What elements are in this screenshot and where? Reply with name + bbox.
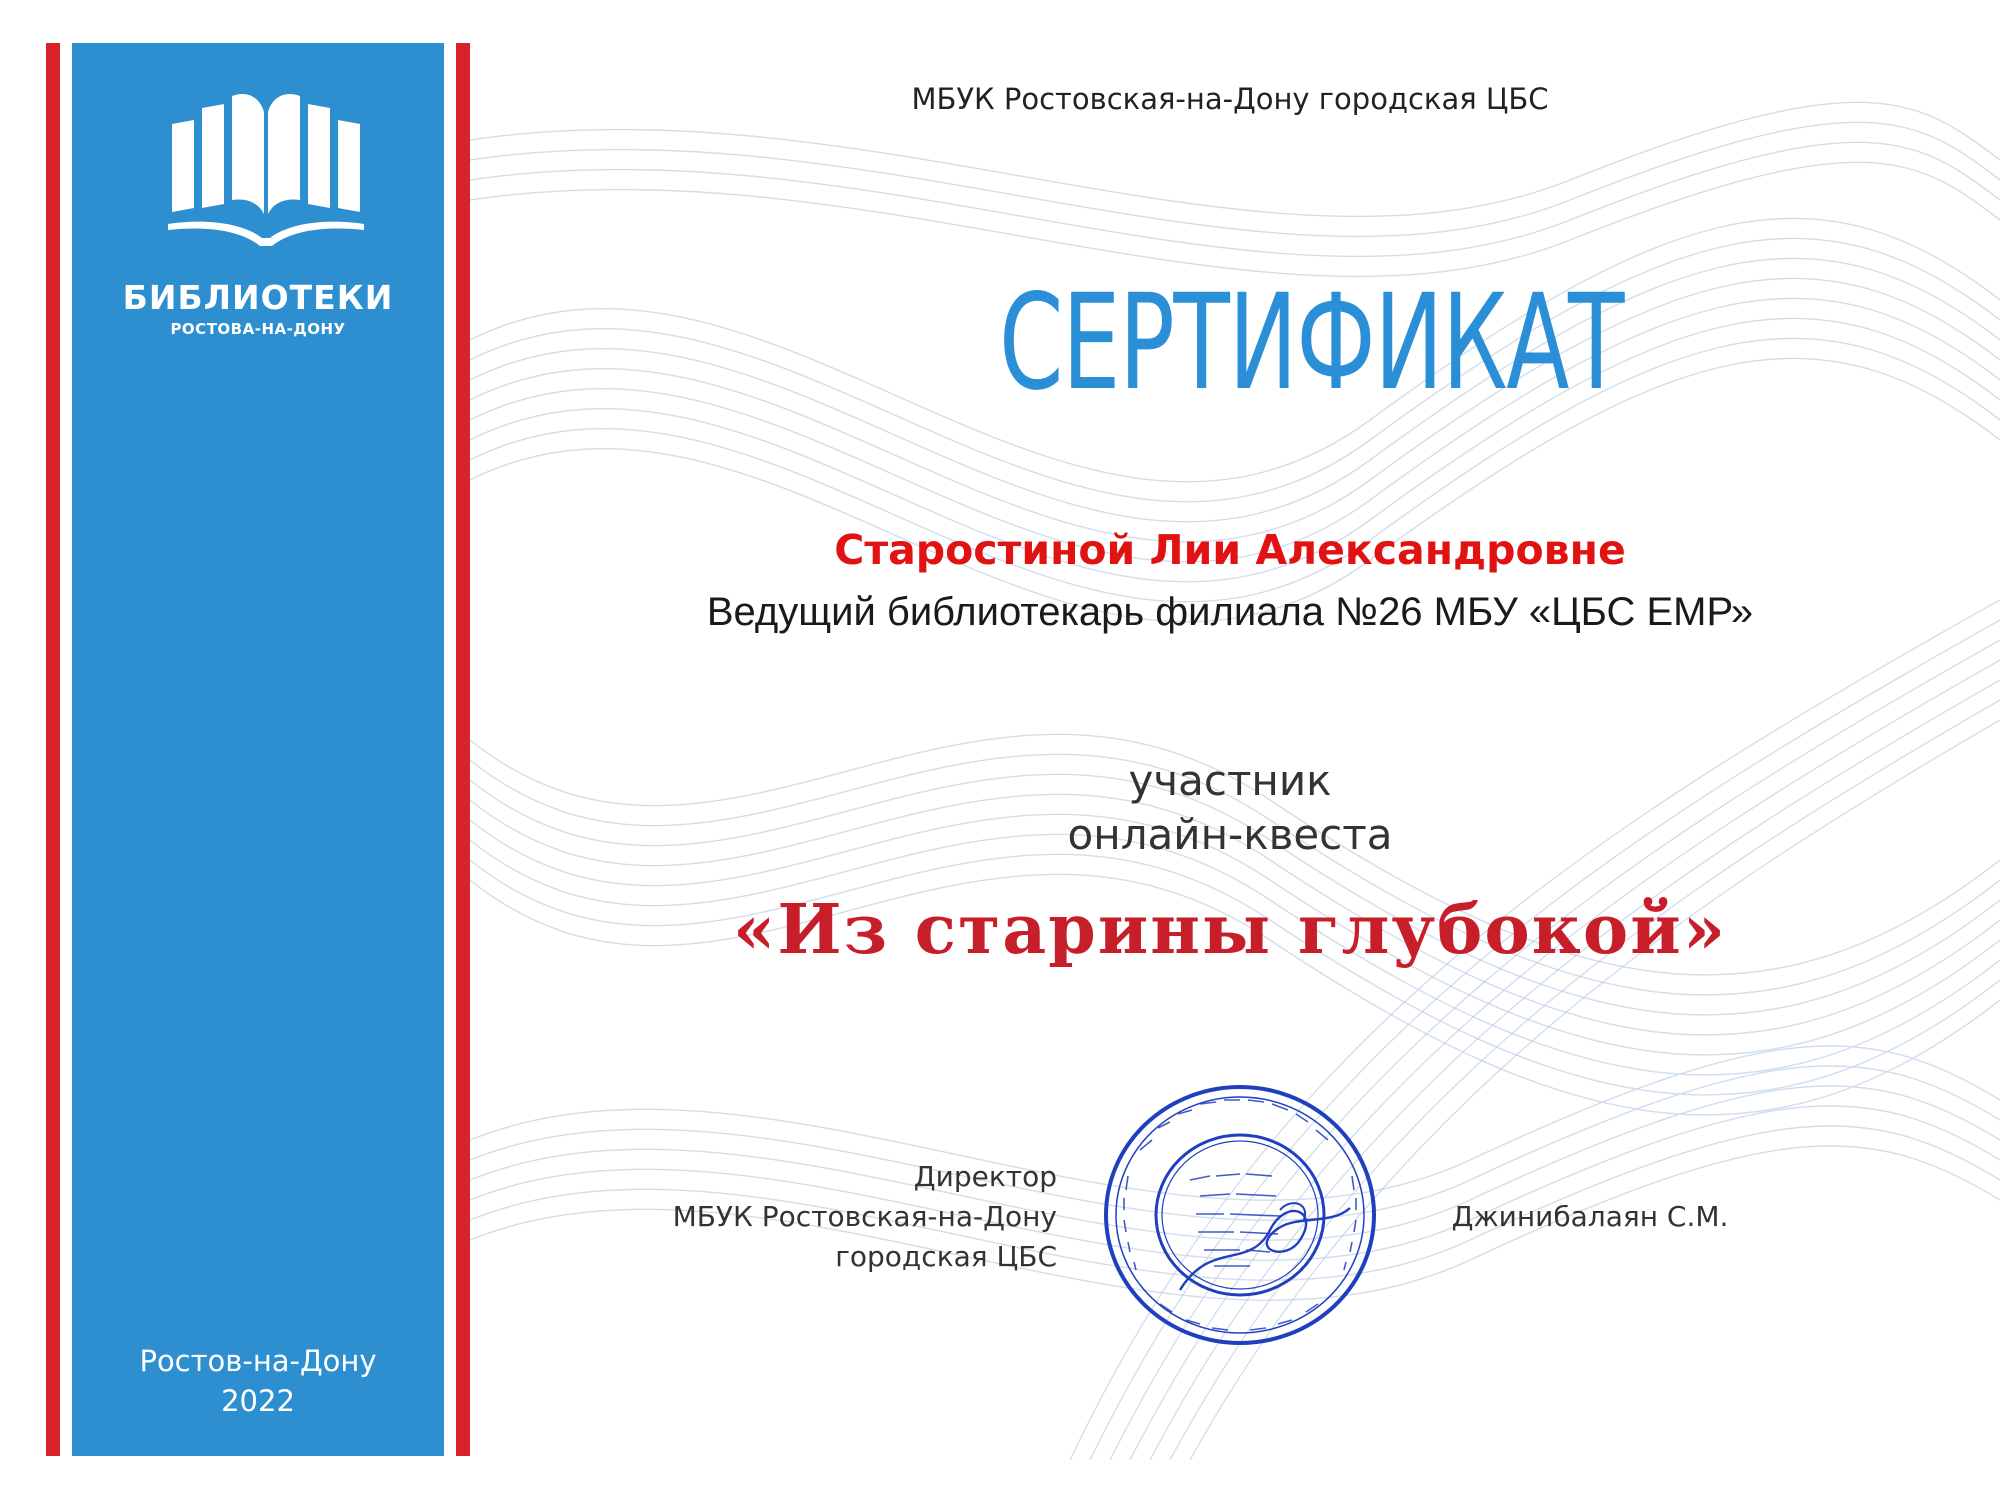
logo-title: БИБЛИОТЕКИ (122, 278, 394, 317)
sidebar-year: 2022 (221, 1384, 295, 1418)
signer-title-line-3: городская ЦБС (835, 1240, 1057, 1273)
role-line-1: участник (1128, 756, 1332, 805)
sidebar-panel (72, 43, 444, 1456)
signer-title-line-1: Директор (913, 1160, 1057, 1193)
organization-header: МБУК Ростовская-на-Дону городская ЦБС (911, 82, 1549, 116)
certificate-title: СЕРТИФИКАТ (999, 266, 1624, 420)
right-red-stripe (456, 43, 470, 1456)
recipient-name: Старостиной Лии Александровне (834, 526, 1626, 574)
left-red-stripe (46, 43, 60, 1456)
event-title: «Из старины глубокой» (732, 890, 1728, 970)
signer-title-line-2: МБУК Ростовская-на-Дону (672, 1200, 1057, 1233)
logo-subtitle: РОСТОВА-НА-ДОНУ (170, 320, 346, 338)
role-line-2: онлайн-квеста (1067, 810, 1393, 859)
recipient-position: Ведущий библиотекарь филиала №26 МБУ «ЦБС ЕМР» (706, 590, 1754, 634)
official-stamp-seal (1100, 1080, 1380, 1350)
signer-name: Джинибалаян С.М. (1451, 1200, 1729, 1233)
sidebar-city: Ростов-на-Дону (139, 1344, 377, 1378)
open-book-logo-icon (168, 90, 364, 254)
